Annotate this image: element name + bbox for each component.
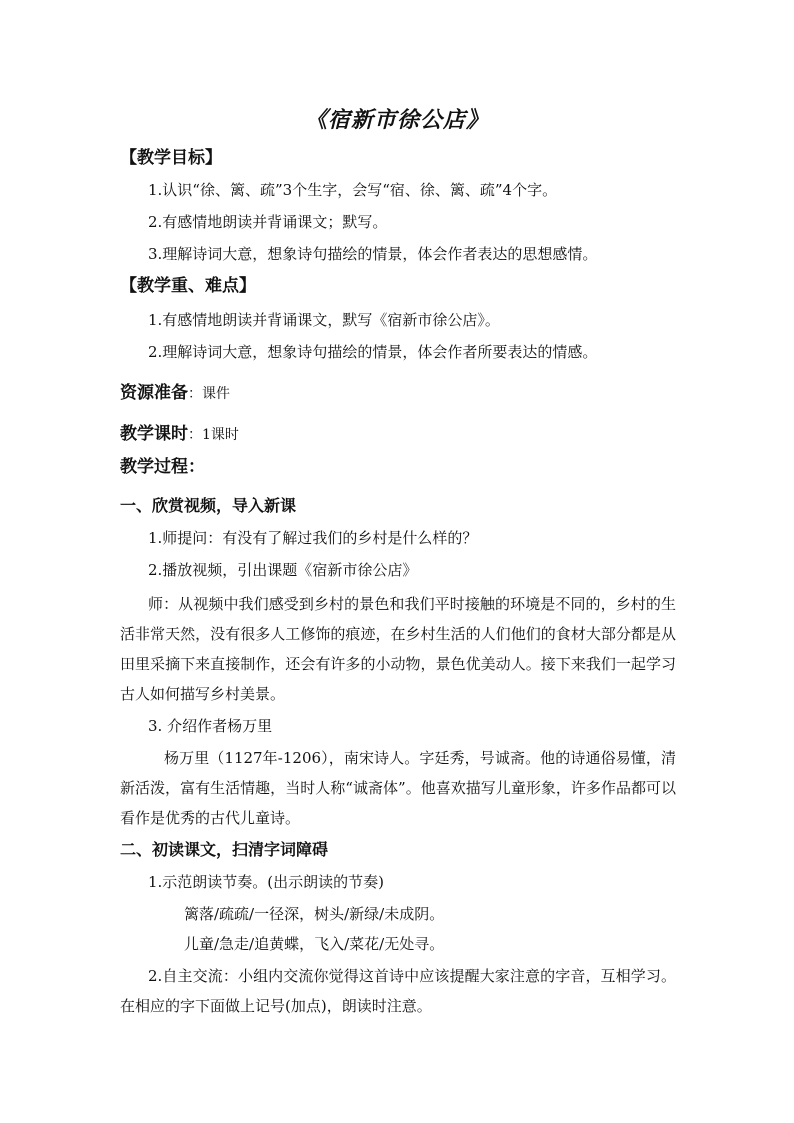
period-label: 教学课时 [120,424,188,444]
rhythm-line-1: 篱落/疏疏/一径深，树头/新绿/未成阴。 [184,905,445,923]
goal-item-2: 2.有感情地朗读并背诵课文；默写。 [148,213,388,231]
keypoint-item-1: 1.有感情地朗读并背诵课文，默写《宿新市徐公店》。 [148,311,500,329]
process-label: 教学过程： [120,457,205,477]
goal-item-3: 3.理解诗词大意，想象诗句描绘的情景，体会作者表达的思想感情。 [148,245,598,263]
keypoint-item-2: 2.理解诗词大意，想象诗句描绘的情景，体会作者所要表达的情感。 [148,343,598,361]
section2-heading: 二、初读课文，扫清字词障碍 [120,840,329,859]
lesson-title: 《宿新市徐公店》 [304,107,489,133]
section1-item-2: 2.播放视频，引出课题《宿新市徐公店》 [148,561,418,579]
period-line [120,424,239,445]
keypoints-heading: 【教学重、难点】 [120,276,256,296]
resources-value: ：课件 [188,386,230,402]
resources-line [120,383,230,404]
goal-item-1: 1.认识“徐、篱、疏”3个生字，会写“宿、徐、篱、疏”4个字。 [148,181,558,199]
section1-item-1: 1.师提问：有没有了解过我们的乡村是什么样的？ [148,529,478,547]
resources-label: 资源准备 [120,383,188,403]
section1-item-3: 3. 介绍作者杨万里 [148,717,273,735]
rhythm-line-2: 儿童/急走/追黄蝶，飞入/菜花/无处寻。 [184,935,445,953]
teacher-paragraph: 师：从视频中我们感受到乡村的景色和我们平时接触的环境是不同的，乡村的生活非常天然，没有很多人工修饰的痕迹，在乡村生活的人们他们的食材大部分都是从田里采摘下来直接制作，还会有许多的小动物，景色优美动人。接下来我们一起学习古人如何描写乡村美景。 [120,595,676,703]
section2-item-2: 2.自主交流：小组内交流你觉得这首诗中应该提醒大家注意的字音，互相学习。在相应的字下面做上记号(加点)，朗读时注意。 [120,967,676,1015]
goals-heading: 【教学目标】 [120,148,222,168]
author-paragraph: 杨万里（1127年-1206），南宋诗人。字廷秀，号诚斋。他的诗通俗易懂，清新活泼，富有生活情趣，当时人称“诚斋体”。他喜欢描写儿童形象，许多作品都可以看作是优秀的古代儿童诗。 [120,749,676,827]
section1-heading: 一、欣赏视频，导入新课 [120,496,297,515]
section2-item-1: 1.示范朗读节奏。(出示朗读的节奏) [148,873,385,891]
period-value: ：1课时 [188,427,239,443]
